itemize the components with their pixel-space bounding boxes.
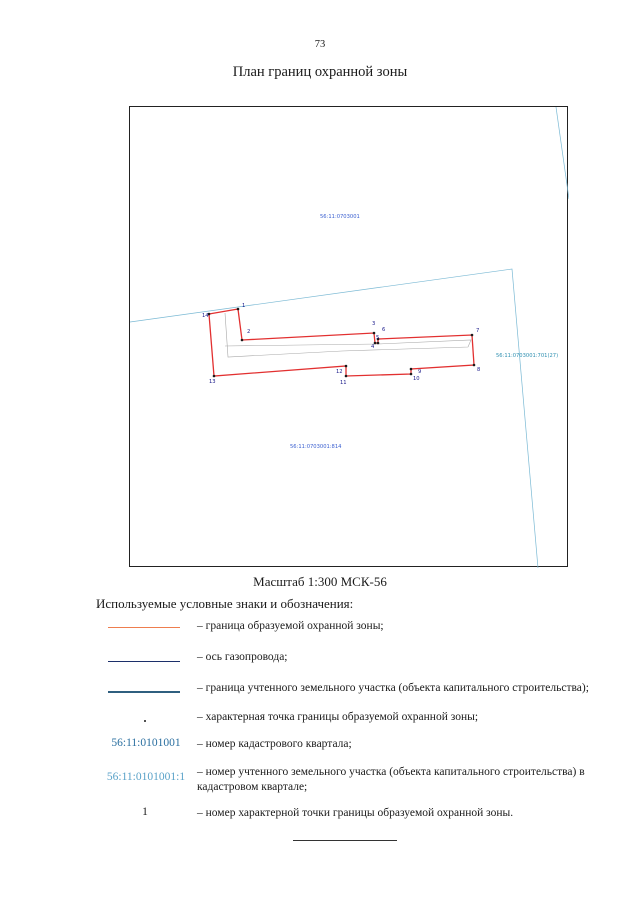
- legend-description: – характерная точка границы образуемой охранной зоны;: [197, 711, 479, 723]
- characteristic-point: [241, 339, 244, 342]
- point-number-label: 6: [382, 327, 386, 333]
- point-number-label: 1: [242, 303, 246, 309]
- characteristic-point: [473, 364, 476, 367]
- legend-description: – ось газопровода;: [197, 651, 288, 663]
- point-symbol: [144, 720, 146, 722]
- characteristic-point: [345, 375, 348, 378]
- point-number-label: 5: [376, 335, 380, 341]
- legend-heading: Используемые условные знаки и обозначения:: [96, 596, 354, 611]
- point-number-label: 4: [371, 344, 375, 350]
- characteristic-point: [213, 375, 216, 378]
- point-number-label: 2: [247, 329, 251, 335]
- legend-description: – номер учтенного земельного участка (объекта капитального строительства) в кадастровом квартале;: [197, 766, 585, 793]
- point-number-label: 10: [413, 376, 420, 382]
- page-number: 73: [314, 39, 326, 50]
- parcel-number-label-bottom: 56:11:0703001:814: [290, 444, 342, 450]
- legend-description: – граница образуемой охранной зоны;: [197, 620, 384, 632]
- point-number-label: 12: [336, 369, 343, 375]
- parcel-number-label-right: 56:11:0703001:701(27): [496, 353, 559, 359]
- characteristic-point: [237, 308, 240, 311]
- quarter-number-example: 56:11:0101001: [111, 737, 181, 749]
- point-number-label: 9: [418, 369, 422, 375]
- characteristic-point: [373, 332, 376, 335]
- characteristic-point: [345, 365, 348, 368]
- legend-description: – граница учтенного земельного участка (объекта капитального строительства);: [197, 682, 589, 694]
- boundary-plan-map: [130, 107, 569, 568]
- map-frame: [129, 106, 568, 567]
- legend-description: – номер характерной точки границы образуемой охранной зоны.: [197, 807, 514, 819]
- characteristic-point: [410, 368, 413, 371]
- parcel-number-example: 56:11:0101001:1: [106, 771, 186, 783]
- point-number-label: 11: [340, 380, 347, 386]
- cadastral-boundary-line: [130, 269, 538, 568]
- plan-title: План границ охранной зоны: [232, 64, 408, 80]
- point-number-label: 3: [372, 321, 376, 327]
- characteristic-point: [377, 342, 380, 345]
- zone-boundary-symbol: [108, 627, 180, 628]
- gas-axis-symbol: [108, 661, 180, 662]
- parcel-boundary-symbol: [108, 691, 180, 693]
- characteristic-point: [471, 334, 474, 337]
- scale-text: Масштаб 1:300 МСК-56: [253, 574, 387, 589]
- point-number-label: 8: [477, 367, 481, 373]
- point-number-example: 1: [142, 806, 148, 818]
- legend-description: – номер кадастрового квартала;: [197, 738, 352, 750]
- point-number-label: 7: [476, 328, 480, 334]
- point-number-label: 14: [202, 313, 209, 319]
- point-number-label: 13: [209, 379, 216, 385]
- characteristic-point: [410, 373, 413, 376]
- quarter-number-label: 56:11:0703001: [320, 214, 360, 220]
- protection-zone-boundary: [209, 309, 474, 376]
- cadastral-boundary-line-top-right: [556, 107, 569, 199]
- bottom-rule: [293, 840, 397, 841]
